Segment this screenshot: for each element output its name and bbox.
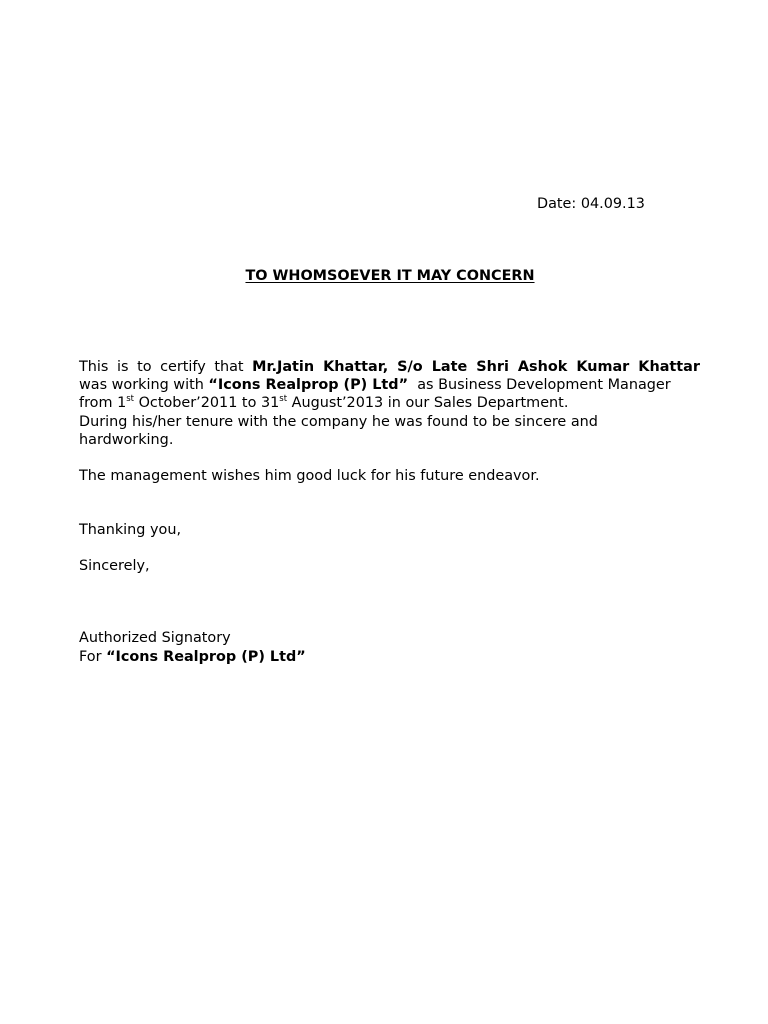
working-with-text: was working with: [79, 377, 209, 394]
paragraph-line-5: hardworking.: [79, 431, 174, 448]
employee-name: Mr.Jatin Khattar, S/o Late Shri Ashok Kumar Khattar: [252, 359, 700, 375]
for-company-line: [79, 648, 306, 666]
start-date-rest: October’2011 to 31: [134, 395, 280, 412]
end-date-rest: August’2013 in our Sales Department.: [287, 395, 569, 412]
paragraph-line-1: [79, 358, 700, 376]
for-company-name: “Icons Realprop (P) Ltd”: [106, 649, 306, 665]
designation-text: as Business Development Manager: [408, 377, 671, 394]
letter-heading: [0, 267, 768, 285]
paragraph-line-3: [79, 394, 700, 412]
thanking-line: Thanking you,: [79, 522, 182, 538]
wishes-text: The management wishes him good luck for his future endeavor.: [79, 468, 540, 484]
end-date-suffix: st: [279, 394, 288, 405]
certification-paragraph: [79, 358, 700, 449]
from-text: from 1: [79, 395, 127, 412]
for-prefix: For: [79, 649, 107, 665]
company-name: “Icons Realprop (P) Ltd”: [208, 377, 409, 394]
wishes-paragraph: [79, 467, 700, 485]
letter-date: Date: 04.09.13: [537, 196, 645, 212]
signatory-label: Authorized Signatory: [79, 630, 231, 646]
sincerely-line: Sincerely,: [79, 558, 150, 574]
paragraph-line-4: During his/her tenure with the company he was found to be sincere and: [79, 413, 598, 430]
start-date-suffix: st: [126, 394, 134, 405]
certify-intro: This is to certify that: [79, 359, 253, 375]
heading-text: TO WHOMSOEVER IT MAY CONCERN: [245, 268, 535, 284]
paragraph-line-2: [79, 376, 700, 394]
